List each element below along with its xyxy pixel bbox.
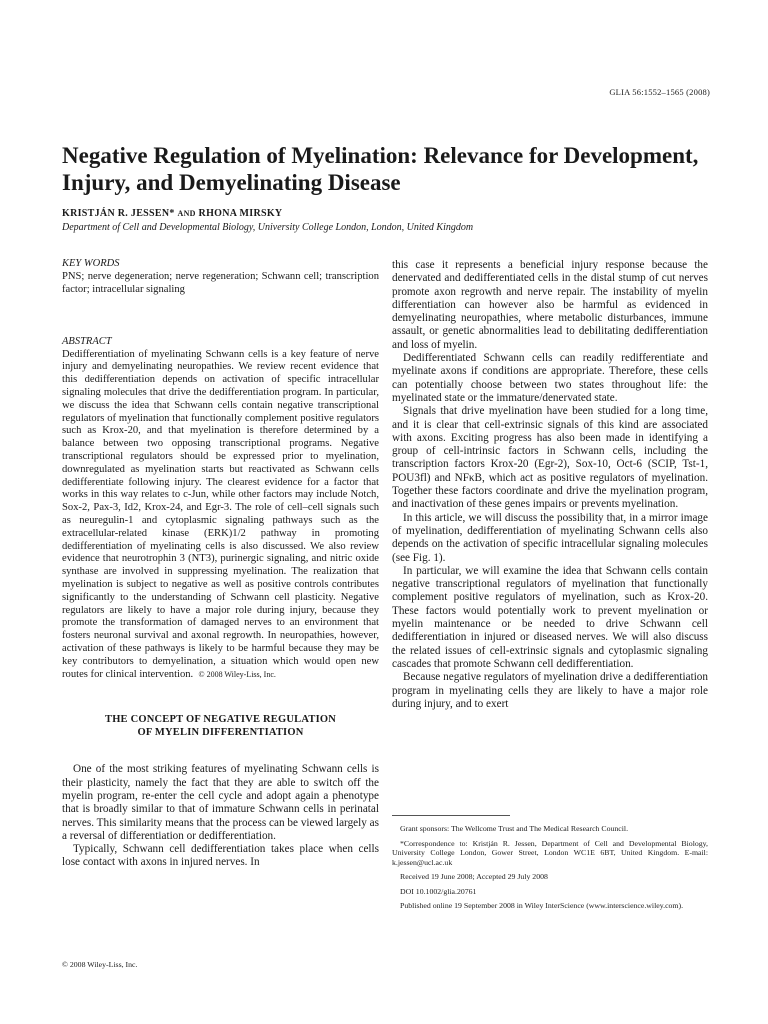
keywords-block	[62, 258, 379, 297]
footnote-doi: DOI 10.1002/glia.20761	[400, 886, 477, 896]
right-column	[392, 259, 708, 711]
author-conjunction: AND	[177, 209, 196, 218]
author-name-2: RHONA MIRSKY	[198, 208, 283, 219]
footnote-received: Received 19 June 2008; Accepted 29 July 2008	[400, 872, 548, 881]
abstract-body	[62, 349, 379, 682]
keywords-text: PNS; nerve degeneration; nerve regeneration; Schwann cell; transcription factor; intracellular signaling	[62, 271, 379, 295]
section-heading-line-2: OF MYELIN DIFFERENTIATION	[137, 727, 304, 739]
left-column	[62, 258, 379, 870]
abstract-heading: ABSTRACT	[62, 335, 112, 347]
footnote-correspondence: *Correspondence to: Kristján R. Jessen, Department of Cell and Developmental Biology, University College London, Gower Street, London WC1E 6BT, United Kingdom. E-mail: k.jessen@ucl.ac.uk	[392, 838, 708, 867]
author-line	[62, 208, 282, 219]
body-paragraph: Because negative regulators of myelination drive a dedifferentiation program in myelinating cells they are likely to have a major role during injury, and to exert	[392, 671, 708, 710]
footnote-grants: Grant sponsors: The Wellcome Trust and The Medical Research Council.	[400, 824, 629, 833]
section-body	[62, 763, 379, 869]
abstract-block	[62, 336, 379, 682]
abstract-text: Dedifferentiation of myelinating Schwann cells is a key feature of nerve injury and demyelinating neuropathies. We review recent evidence that this dedifferentiation depends on activation of specific intracellular signaling molecules that drive the dedifferentiation program. In particular, we discuss the idea that Schwann cells contain negative transcriptional regulators of myelination that functionally complement positive regulators such as Krox-20, and that myelination is therefore determined by a balance between two opposing transcriptional programs. Negative transcriptional regulators should be expressed prior to myelination, downregulated as myelination starts but reactivated as Schwann cells dedifferentiate following injury. The clearest evidence for a factor that works in this way relates to c-Jun, while other factors may include Notch, Sox-2, Pax-3, Id2, Krox-24, and Egr-3. The role of cell–cell signals such as neuregulin-1 and cytoplasmic signaling pathways such as the extracellular-related kinase (ERK)1/2 pathway in promoting dedifferentiation of myelinating cells is also discussed. We also review evidence that neurotrophin 3 (NT3), purinergic signaling, and nitric oxide synthase are involved in suppressing myelination. The realization that myelination is subject to negative as well as positive controls contributes significantly to the understanding of Schwann cell plasticity. Negative regulators are likely to have a major role during injury, because they promote the transformation of damaged nerves to an environment that fosters neuronal survival and axonal regrowth. In neuropathies, however, activation of these pathways is likely to be harmful because they may be key contributors to demyelination, a situation which would open new routes for clinical intervention.	[62, 348, 379, 680]
author-name-1: KRISTJÁN R. JESSEN*	[62, 208, 175, 219]
body-paragraph: Signals that drive myelination have been studied for a long time, and it is clear that cell-extrinsic signals of this kind are associated with axons. Exciting progress has also been made in identifying a group of cell-intrinsic factors in Schwann cells, including the transcription factors Krox-20 (Egr-2), Sox-10, Oct-6 (SCIP, Tst-1, POU3fl) and NFκB, which act as positive regulators of myelination. Together these factors coordinate and drive the myelination program, and inactivation of these genes impairs or prevents myelination.	[392, 405, 708, 511]
journal-reference: GLIA 56:1552–1565 (2008)	[609, 87, 710, 97]
body-paragraph: Typically, Schwann cell dedifferentiation takes place when cells lose contact with axons in injured nerves. In	[62, 843, 379, 869]
footnote-divider	[392, 815, 510, 816]
footnotes	[392, 815, 708, 916]
body-paragraph: Dedifferentiated Schwann cells can readily redifferentiate and myelinate axons if conditions are appropriate. Therefore, these cells can potentially choose between two states throughout life: the myelinated state or the immature/denervated state.	[392, 352, 708, 404]
page-footer-copyright: © 2008 Wiley-Liss, Inc.	[62, 960, 138, 969]
author-affiliation: Department of Cell and Developmental Biology, University College London, London, United Kingdom	[62, 222, 474, 233]
section-heading	[62, 713, 379, 739]
footnote-published: Published online 19 September 2008 in Wiley InterScience (www.interscience.wiley.com).	[400, 901, 684, 910]
article-title: Negative Regulation of Myelination: Relevance for Development, Injury, and Demyelinating Disease	[62, 143, 699, 195]
body-paragraph: In this article, we will discuss the possibility that, in a mirror image of myelination, dedifferentiation of myelinating Schwann cells also depends on the activation of specific intracellular signaling molecules (see Fig. 1).	[392, 511, 708, 564]
body-paragraph: In particular, we will examine the idea that Schwann cells contain negative transcriptional regulators of myelination that functionally complement positive regulators of myelination, such as Krox-20. These factors would potentially work to prevent myelination or myelin maintenance or be needed to drive Schwann cell dedifferentiation in injured or diseased nerves. We will also discuss the related issues of cell-extrinsic signals and cytoplasmic signaling cascades that promote Schwann cell dedifferentiation.	[392, 564, 708, 670]
keywords-heading: KEY WORDS	[62, 258, 120, 269]
abstract-copyright: © 2008 Wiley-Liss, Inc.	[198, 669, 276, 679]
section-heading-line-1: THE CONCEPT OF NEGATIVE REGULATION	[104, 714, 337, 726]
body-paragraph: One of the most striking features of myelinating Schwann cells is their plasticity, namely the fact that they are able to switch off the myelin program, re-enter the cell cycle and adopt again a phenotype that is broadly similar to that of immature Schwann cells in perinatal nerves. This similarity means that the process can be viewed largely as a reversal of differentiation or dedifferentiation.	[62, 763, 379, 842]
body-paragraph: this case it represents a beneficial injury response because the denervated and dedifferentiated cells in the distal stump of cut nerves promote axon regrowth and nerve repair. The instability of myelin differentiation can however also be harmful as evidenced in demyelinating neuropathies, where metabolic disturbances, immune assault, or genetic abnormalities lead to debilitating dedifferentiation and loss of myelin.	[392, 259, 708, 351]
